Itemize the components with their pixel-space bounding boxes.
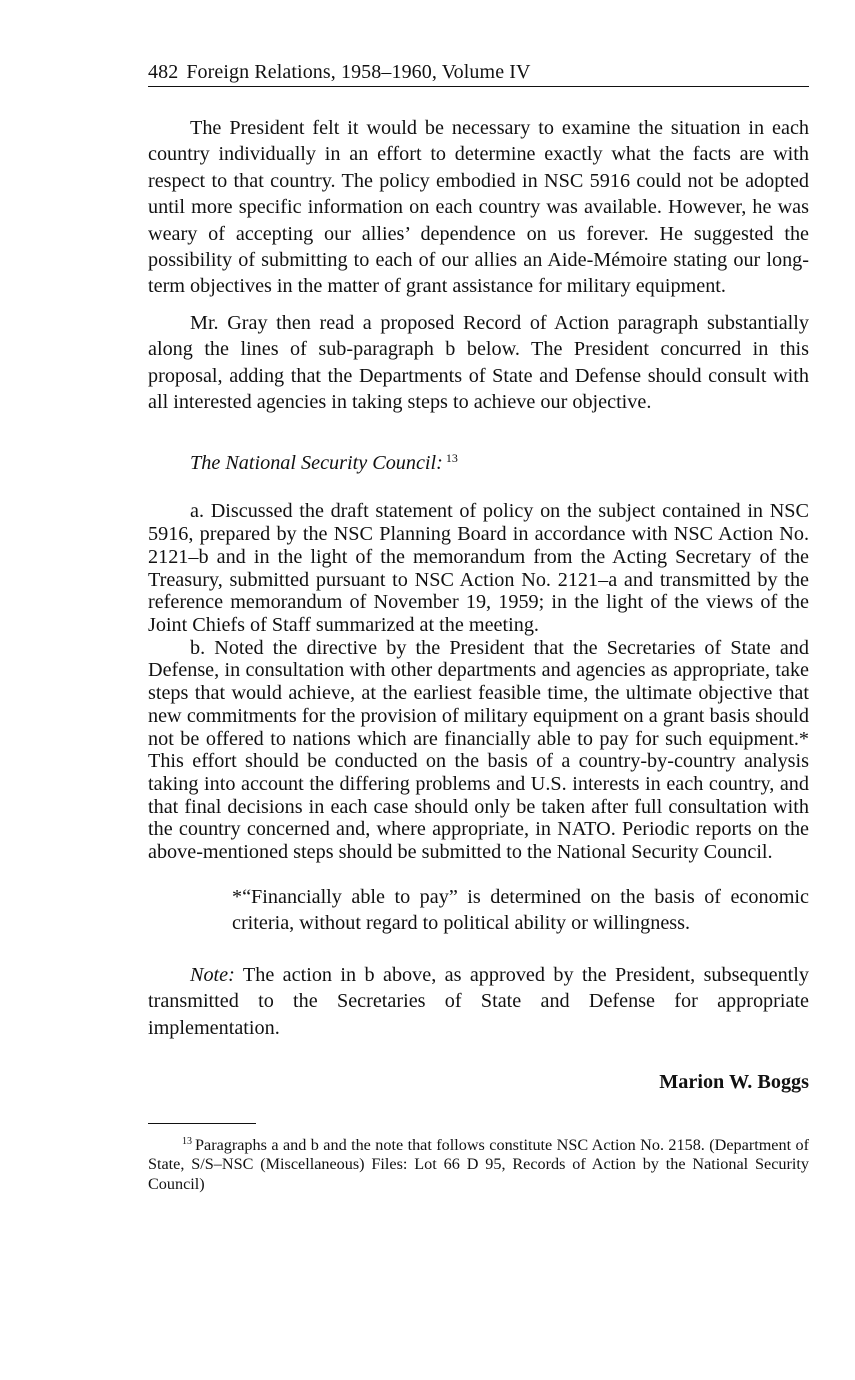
action-item-a: a. Discussed the draft statement of policy on the subject contained in NSC 5916, prepared by the NSC Planning Board in accordance with NSC Action No. 2121–b and in the light of the memorandum from the Acting Secretary of the Treasury, submitted pursuant to NSC Action No. 2121–a and transmitted by the reference memorandum of November 19, 1959; in the light of the views of the Joint Chiefs of Staff summarized at the meeting. <box>148 500 809 636</box>
action-item-b: b. Noted the directive by the President that the Secretaries of State and Defense, in consultation with other departments and agencies as appropriate, take steps that would achieve, at the earliest feasible time, the ultimate objective that new commitments for the provision of military equipment on a grant basis should not be offered to nations which are financially able to pay for such equipment.* This effort should be conducted on the basis of a country-by-country analysis taking into account the differing problems and U.S. interests in each country, and that final decisions in each case should only be taken after full consultation with the country concerned and, where appropriate, in NATO. Periodic reports on the above-mentioned steps should be submitted to the National Security Council. <box>148 636 809 864</box>
note-label: Note: <box>190 963 235 986</box>
note-paragraph <box>148 962 809 1041</box>
asterisk-note: *“Financially able to pay” is determined on the basis of economic criteria, without regard to political ability or willingness. <box>232 885 809 934</box>
council-heading <box>148 445 809 476</box>
footnote-text: Paragraphs a and b and the note that follows constitute NSC Action No. 2158. (Department of State, S/S–NSC (Miscellaneous) Files: Lot 66 D 95, Records of Action by the National Security Council) <box>148 1135 809 1193</box>
signature: Marion W. Boggs <box>659 1070 809 1093</box>
footnote-13 <box>148 1132 809 1194</box>
running-title: Foreign Relations, 1958–1960, Volume IV <box>186 61 531 83</box>
council-heading-text: The National Security Council: <box>190 452 443 475</box>
paragraph-gray-record-of-action: Mr. Gray then read a proposed Record of Action paragraph substantially along the lines of sub-paragraph b below. The President concurred in this proposal, adding that the Departments of State and Defense should consult with all interested agencies in taking steps to achieve our objective. <box>148 311 809 414</box>
footnote-number: 13 <box>182 1135 192 1147</box>
note-text: The action in b above, as approved by the President, subsequently transmitted to the Secretaries of State and Defense for appropriate implementation. <box>148 963 809 1039</box>
paragraph-president-examine: The President felt it would be necessary to examine the situation in each country individually in an effort to determine exactly what the facts are with respect to that country. The policy embodied in NSC 5916 could not be adopted until more specific information on each country was available. However, he was weary of accepting our allies’ dependence on us forever. He suggested the possibility of submitting to each of our allies an Aide-Mémoire stating our long-term objectives in the matter of grant assistance for military equipment. <box>148 117 809 298</box>
page-number: 482 <box>148 61 179 83</box>
document-page <box>148 58 809 1194</box>
footnote-divider <box>148 1123 256 1124</box>
footnote-reference: 13 <box>445 451 458 466</box>
running-header <box>148 58 809 87</box>
